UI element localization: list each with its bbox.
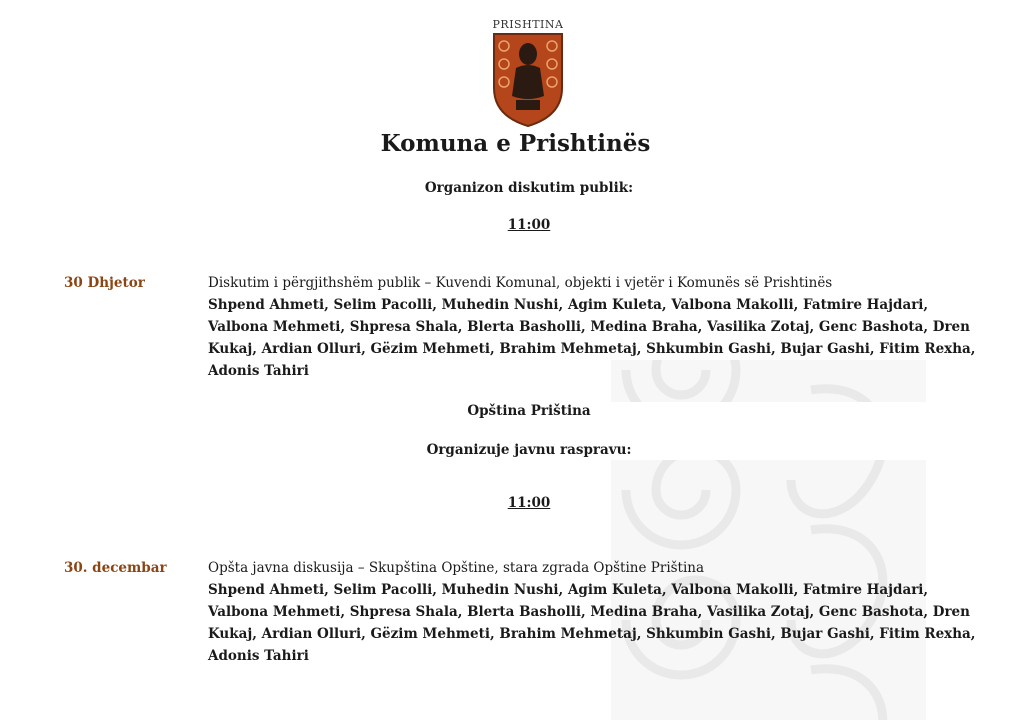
page-title: Komuna e Prishtinës	[380, 130, 651, 157]
albanian-participants: Shpend Ahmeti, Selim Pacolli, Muhedin Nushi, Agim Kuleta, Valbona Makolli, Fatmire Hajdari, Valbona Mehmeti, Shpresa Shala, Blerta Basholli, Medina Braha, Vasilika Zotaj, Genc Bashota, Dren Kukaj, Ardian Olluri, Gëzim Mehmeti, Brahim Mehmetaj, Shkumbin Gashi, Bujar Gashi, Fitim Rexha, Adonis Tahiri	[208, 297, 976, 379]
serbian-time: 11:00	[507, 495, 551, 511]
albanian-event: Diskutim i përgjithshëm publik – Kuvendi Komunal, objekti i vjetër i Komunës së Prishtinës	[208, 275, 833, 291]
serbian-event-block	[208, 557, 983, 667]
albanian-date: 30 Dhjetor	[64, 275, 145, 291]
serbian-title: Opština Priština	[467, 403, 591, 419]
logo-text: PRISHTINA	[492, 18, 564, 31]
albanian-subtitle: Organizon diskutim publik:	[424, 180, 634, 196]
serbian-event: Opšta javna diskusija – Skupština Opštine, stara zgrada Opštine Priština	[208, 560, 705, 576]
serbian-subtitle: Organizuje javnu raspravu:	[426, 442, 632, 458]
albanian-event-block	[208, 272, 983, 382]
serbian-participants: Shpend Ahmeti, Selim Pacolli, Muhedin Nushi, Agim Kuleta, Valbona Makolli, Fatmire Hajdari, Valbona Mehmeti, Shpresa Shala, Blerta Basholli, Medina Braha, Vasilika Zotaj, Genc Bashota, Dren Kukaj, Ardian Olluri, Gëzim Mehmeti, Brahim Mehmetaj, Shkumbin Gashi, Bujar Gashi, Fitim Rexha, Adonis Tahiri	[208, 582, 976, 664]
serbian-date: 30. decembar	[64, 560, 167, 576]
prishtina-coat-of-arms-icon	[486, 18, 570, 130]
albanian-time: 11:00	[507, 217, 551, 233]
